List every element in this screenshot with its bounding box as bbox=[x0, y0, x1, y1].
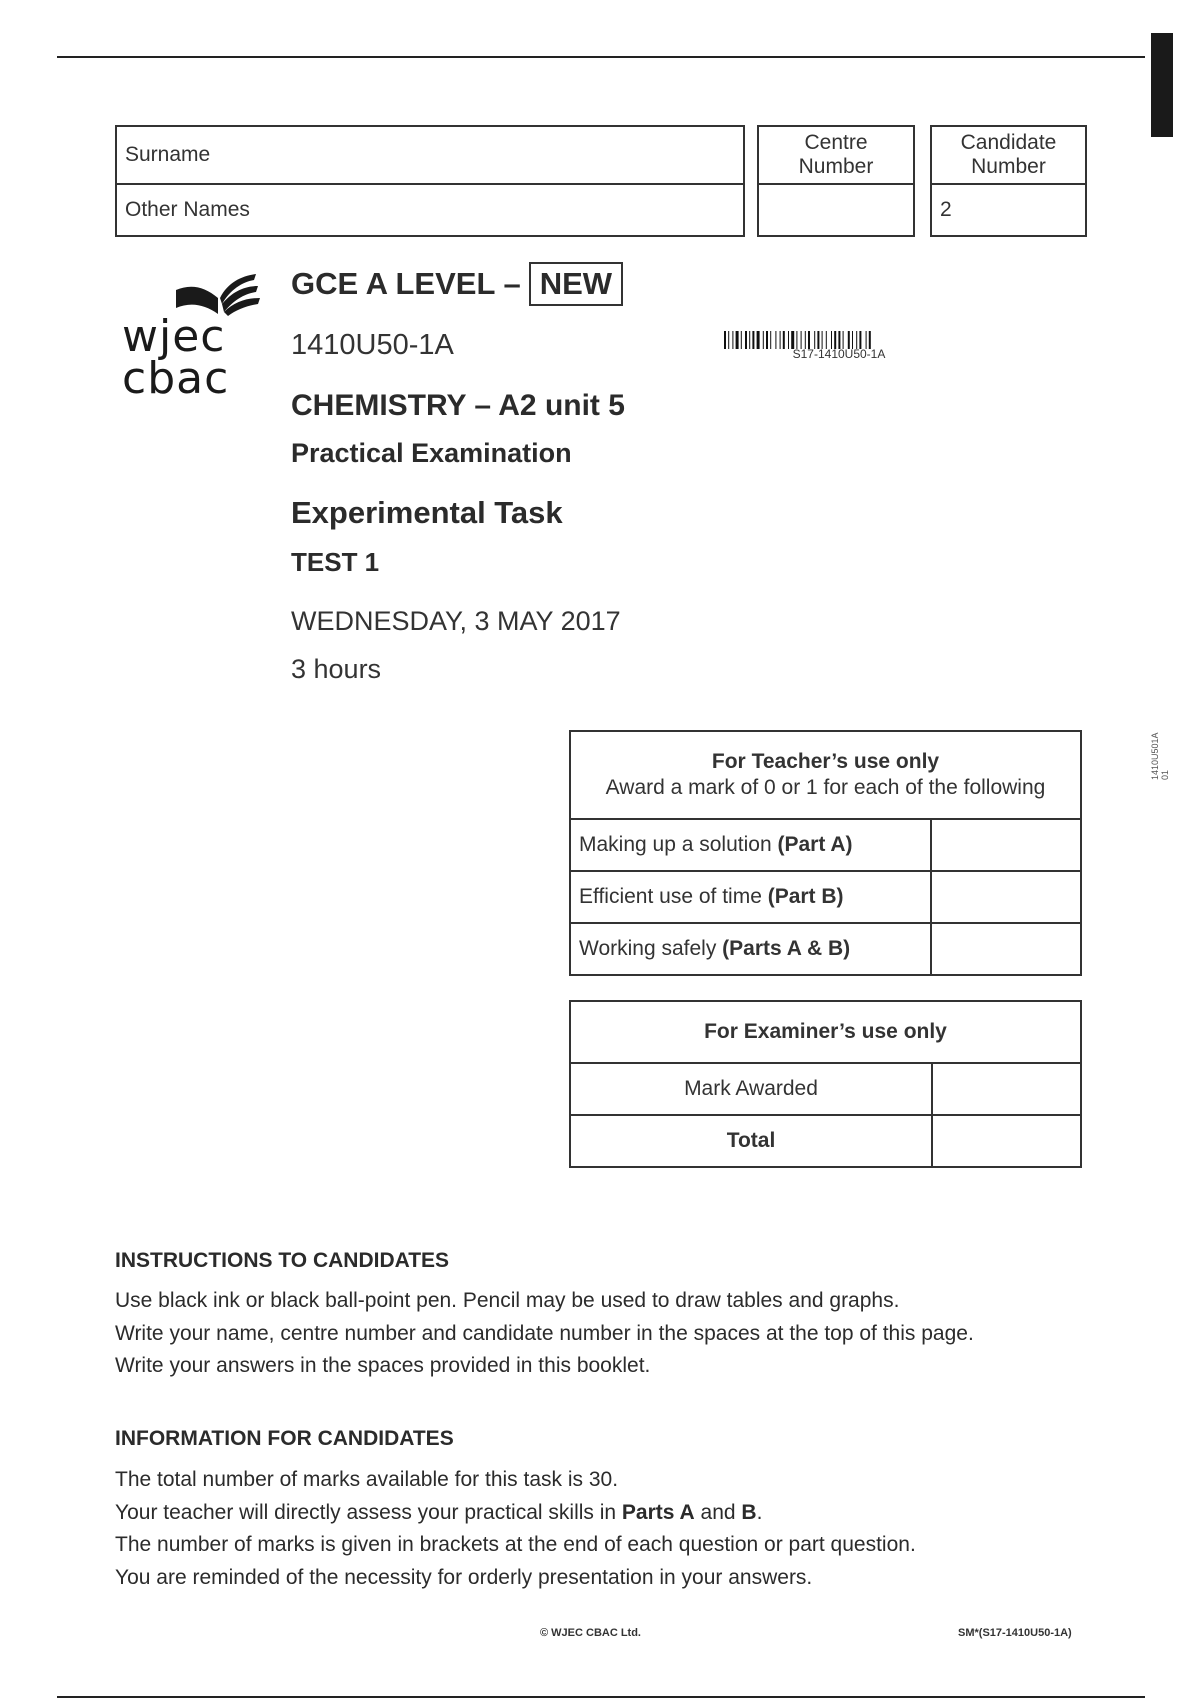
exam-duration: 3 hours bbox=[291, 654, 382, 684]
teacher-row-mark-field[interactable] bbox=[931, 923, 1081, 975]
teacher-table-title: For Teacher’s use only bbox=[711, 750, 940, 773]
information-line: The total number of marks available for this task is 30. bbox=[115, 1468, 619, 1491]
teacher-row-label: Making up a solution (Part A) bbox=[570, 819, 931, 871]
instruction-line: Use black ink or black ball-point pen. Pencil may be used to draw tables and graphs. bbox=[115, 1289, 900, 1312]
teacher-table-header bbox=[570, 731, 1081, 819]
examiner-table-title: For Examiner’s use only bbox=[570, 1001, 1081, 1063]
centre-number-field[interactable] bbox=[758, 184, 914, 236]
candidate-details-box bbox=[115, 125, 745, 237]
instruction-line: Write your name, centre number and candidate number in the spaces at the top of this page. bbox=[115, 1321, 974, 1345]
level-text: GCE A LEVEL – bbox=[291, 266, 521, 301]
top-rule bbox=[57, 56, 1145, 58]
copyright-notice: © WJEC CBAC Ltd. bbox=[540, 1627, 641, 1639]
surname-label: Surname bbox=[125, 143, 211, 166]
teacher-use-table bbox=[569, 730, 1082, 976]
instruction-line: Write your answers in the spaces provided in this booklet. bbox=[115, 1354, 651, 1377]
paper-code: 1410U50-1A bbox=[291, 329, 454, 361]
subject-title: CHEMISTRY – A2 unit 5 bbox=[291, 389, 625, 422]
other-names-label: Other Names bbox=[125, 198, 250, 221]
exam-type: Practical Examination bbox=[291, 438, 572, 468]
candidate-number-value: 2 bbox=[940, 198, 952, 221]
mark-awarded-label: Mark Awarded bbox=[570, 1063, 932, 1115]
paper-reference: SM*(S17-1410U50-1A) bbox=[958, 1627, 1072, 1639]
information-line: The number of marks is given in brackets at the end of each question or part question. bbox=[115, 1533, 916, 1556]
teacher-row-label: Working safely (Parts A & B) bbox=[570, 923, 931, 975]
total-label: Total bbox=[570, 1115, 932, 1167]
surname-field[interactable] bbox=[116, 126, 744, 184]
information-body bbox=[115, 1464, 916, 1594]
teacher-row-mark-field[interactable] bbox=[931, 819, 1081, 871]
centre-number-box bbox=[757, 125, 915, 237]
test-number: TEST 1 bbox=[291, 547, 380, 577]
mark-awarded-field[interactable] bbox=[932, 1063, 1081, 1115]
instructions-body bbox=[115, 1285, 974, 1383]
teacher-row-label: Efficient use of time (Part B) bbox=[570, 871, 931, 923]
logo-line-1: wjec bbox=[122, 311, 226, 362]
book-icon bbox=[174, 268, 264, 316]
teacher-table-subtitle: Award a mark of 0 or 1 for each of the following bbox=[605, 776, 1046, 799]
exam-date: WEDNESDAY, 3 MAY 2017 bbox=[291, 606, 621, 636]
candidate-number-box bbox=[930, 125, 1087, 237]
bottom-rule bbox=[57, 1696, 1145, 1698]
other-names-field[interactable] bbox=[116, 184, 744, 236]
qualification-title bbox=[291, 262, 623, 306]
wjec-logo bbox=[122, 268, 262, 404]
centre-label-1: Centre bbox=[804, 131, 868, 154]
information-line: Your teacher will directly assess your practical skills in Parts A and B. bbox=[115, 1500, 763, 1524]
teacher-row-mark-field[interactable] bbox=[931, 871, 1081, 923]
logo-line-2: cbac bbox=[122, 353, 230, 404]
centre-label-2: Number bbox=[798, 155, 874, 178]
new-badge: NEW bbox=[529, 262, 623, 306]
candidate-label-1: Candidate bbox=[960, 131, 1057, 154]
side-marker bbox=[1151, 33, 1173, 137]
total-field[interactable] bbox=[932, 1115, 1081, 1167]
candidate-label-2: Number bbox=[971, 155, 1046, 178]
candidate-number-header bbox=[931, 126, 1086, 184]
candidate-number-field[interactable] bbox=[931, 184, 1086, 236]
vertical-code: 1410U501A 01 bbox=[1150, 732, 1170, 780]
information-line: You are reminded of the necessity for orderly presentation in your answers. bbox=[115, 1565, 813, 1589]
task-title: Experimental Task bbox=[291, 495, 563, 530]
information-heading: INFORMATION FOR CANDIDATES bbox=[115, 1427, 454, 1450]
barcode-label: S17-1410U50-1A bbox=[792, 347, 886, 361]
instructions-heading: INSTRUCTIONS TO CANDIDATES bbox=[115, 1249, 450, 1272]
centre-number-header bbox=[758, 126, 914, 184]
examiner-use-table bbox=[569, 1000, 1082, 1168]
